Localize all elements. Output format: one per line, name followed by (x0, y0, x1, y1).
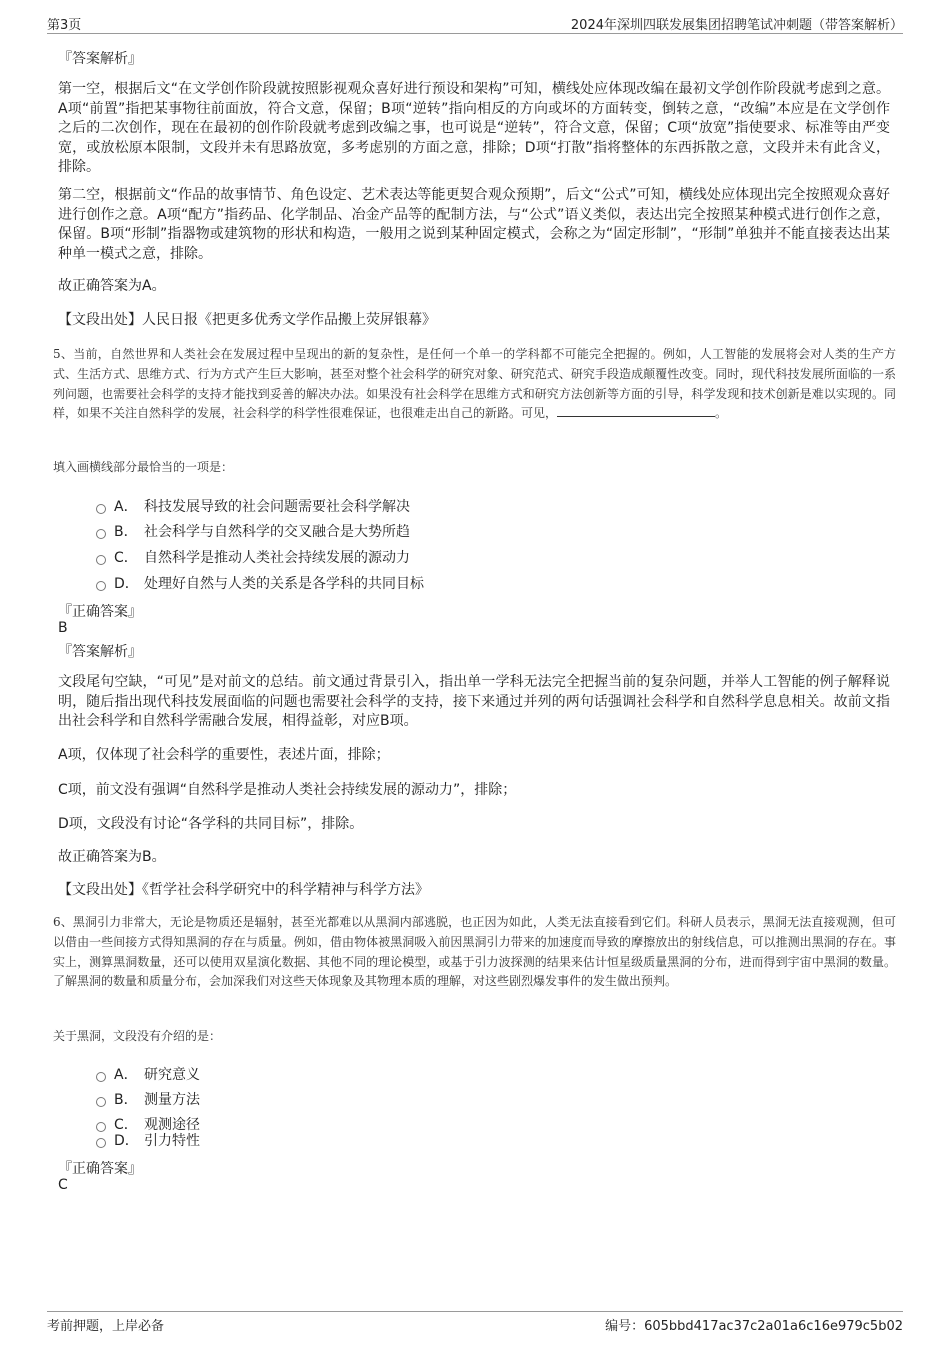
option-letter: C． (114, 550, 138, 566)
option-text: 社会科学与自然科学的交叉融合是大势所趋 (144, 524, 410, 540)
option-letter: C． (114, 1117, 138, 1133)
q5-analysis-label: 『答案解析』 (58, 644, 142, 660)
option-text: 自然科学是推动人类社会持续发展的源动力 (144, 550, 410, 566)
option-text: 测量方法 (144, 1092, 200, 1108)
q6-number: 6、 (53, 915, 73, 929)
q5-option-a[interactable] (96, 496, 410, 516)
q5-point-d: D项，文段没有讨论“各学科的共同目标”，排除。 (58, 816, 364, 832)
q5-answer-label: 『正确答案』 (58, 604, 142, 620)
radio-icon[interactable] (96, 1138, 106, 1148)
q5-source: 【文段出处】《哲学社会科学研究中的科学精神与科学方法》 (58, 882, 429, 898)
page-header (47, 12, 903, 34)
footer-motto: 考前押题，上岸必备 (47, 1319, 165, 1334)
option-letter: B． (114, 1092, 138, 1108)
q6-answer: C (58, 1177, 68, 1193)
q5-stem (53, 345, 896, 424)
radio-icon[interactable] (96, 504, 106, 514)
q6-option-b[interactable] (96, 1089, 200, 1109)
q5-prompt: 填入画横线部分最恰当的一项是： (53, 460, 234, 474)
option-letter: D． (114, 1133, 139, 1149)
q4-analysis-label: 『答案解析』 (58, 51, 142, 67)
document-title: 2024年深圳四联发展集团招聘笔试冲刺题（带答案解析） (570, 18, 903, 33)
document-code: 编号：605bbd417ac37c2a01a6c16e979c5b02 (605, 1319, 903, 1334)
option-text: 科技发展导致的社会问题需要社会科学解决 (144, 499, 410, 515)
q6-stem-text: 黑洞引力非常大，无论是物质还是辐射，甚至光都难以从黑洞内部逃脱，也正因为如此，人类无法直接看到它们。科研人员表示，黑洞无法直接观测，但可以借由一些间接方式得知黑洞的存在与质量。例如，借由物体被黑洞吸入前因黑洞引力带来的加速度而导致的摩擦放出的射线信息，可以推测出黑洞的存在。事实上，测算黑洞数量，还可以使用双星演化数据、其他不同的理论模型，或基于引力波探测的结果来估计恒星级质量黑洞的分布，进而得到宇宙中黑洞的数量。了解黑洞的数量和质量分布，会加深我们对这些天体现象及其物理本质的理解，对这些剧烈爆发事件的发生做出预判。 (53, 915, 896, 989)
q5-stem-end: 。 (715, 406, 728, 421)
option-text: 观测途径 (144, 1117, 200, 1133)
option-text: 处理好自然与人类的关系是各学科的共同目标 (144, 576, 424, 592)
answer-blank (557, 404, 715, 417)
q4-source: 【文段出处】人民日报《把更多优秀文学作品搬上荧屏银幕》 (58, 312, 436, 328)
q5-answer: B (58, 620, 68, 636)
q5-point-c: C项，前文没有强调“自然科学是推动人类社会持续发展的源动力”，排除； (58, 782, 517, 798)
q5-option-d[interactable] (96, 573, 424, 593)
q4-analysis-para1: 第一空，根据后文“在文学创作阶段就按照影视观众喜好进行预设和架构”可知，横线处应体现改编在最初文学创作阶段就考虑到之意。A项“前置”指把某事物往前面放，符合文意，保留；B项“逆转”指向相反的方向或坏的方面转变，倒转之意，“改编”本应是在文学创作之后的二次创作，现在在最初的创作阶段就考虑到改编之事，也可说是“逆转”，符合文意，保留；C项“放宽”指使要求、标准等由严变宽，或放松原本限制，文段并未有思路放宽，多考虑别的方面之意，排除；D项“打散”指将整体的东西拆散之意，文段并未有此含义，排除。 (58, 81, 890, 176)
q5-conclusion: 故正确答案为B。 (58, 849, 166, 865)
q6-option-a[interactable] (96, 1064, 200, 1084)
option-letter: B． (114, 524, 138, 540)
q6-stem (53, 913, 896, 992)
radio-icon[interactable] (96, 1072, 106, 1082)
radio-icon[interactable] (96, 529, 106, 539)
radio-icon[interactable] (96, 581, 106, 591)
option-text: 研究意义 (144, 1067, 200, 1083)
option-letter: A． (114, 1067, 138, 1083)
q4-conclusion: 故正确答案为A。 (58, 278, 166, 294)
q5-analysis: 文段尾句空缺，“可见”是对前文的总结。前文通过背景引入，指出单一学科无法完全把握当前的复杂问题，并举人工智能的例子解释说明，随后指出现代科技发展面临的问题也需要社会科学的支持，接下来通过并列的两句话强调社会科学和自然科学息息相关。故前文指出社会科学和自然科学需融合发展，相得益彰，对应B项。 (58, 674, 890, 730)
q4-analysis-para2: 第二空，根据前文“作品的故事情节、角色设定、艺术表达等能更契合观众预期”，后文“公式”可知，横线处应体现出完全按照观众喜好进行创作之意。A项“配方”指药品、化学制品、冶金产品等的配制方法，与“公式”语义类似，表达出完全按照某种模式进行创作之意，保留。B项“形制”指器物或建筑物的形状和构造，一般用之说到某种固定模式，会称之为“固定形制”，“形制”单独并不能直接表达出某种单一模式之意，排除。 (58, 187, 890, 262)
option-letter: D． (114, 576, 139, 592)
q6-option-d[interactable] (96, 1130, 200, 1150)
q5-point-a: A项，仅体现了社会科学的重要性，表述片面，排除； (58, 747, 390, 763)
page-number: 第3页 (47, 18, 82, 33)
radio-icon[interactable] (96, 1097, 106, 1107)
q5-option-b[interactable] (96, 521, 410, 541)
q5-option-c[interactable] (96, 547, 410, 567)
option-letter: A． (114, 499, 138, 515)
radio-icon[interactable] (96, 555, 106, 565)
q5-number: 5、 (53, 347, 74, 361)
option-text: 引力特性 (144, 1133, 200, 1149)
q6-answer-label: 『正确答案』 (58, 1161, 142, 1177)
page-footer (47, 1311, 903, 1336)
q5-stem-text: 当前，自然世界和人类社会在发展过程中呈现出的新的复杂性，是任何一个单一的学科都不可能完全把握的。例如，人工智能的发展将会对人类的生产方式、生活方式、思维方式、行为方式产生巨大影响，甚至对整个社会科学的研究对象、研究范式、研究手段造成颠覆性改变。同时，现代科技发展所面临的一系列问题，也需要社会科学的支持才能找到妥善的解决办法。如果没有社会科学在思维方式和研究方法创新等方面的引导，科学发现和技术创新是难以实现的。同样，如果不关注自然科学的发展，社会科学的科学性很难保证，也很难走出自己的新路。可见， (53, 347, 896, 421)
q6-prompt: 关于黑洞，文段没有介绍的是： (53, 1029, 222, 1043)
